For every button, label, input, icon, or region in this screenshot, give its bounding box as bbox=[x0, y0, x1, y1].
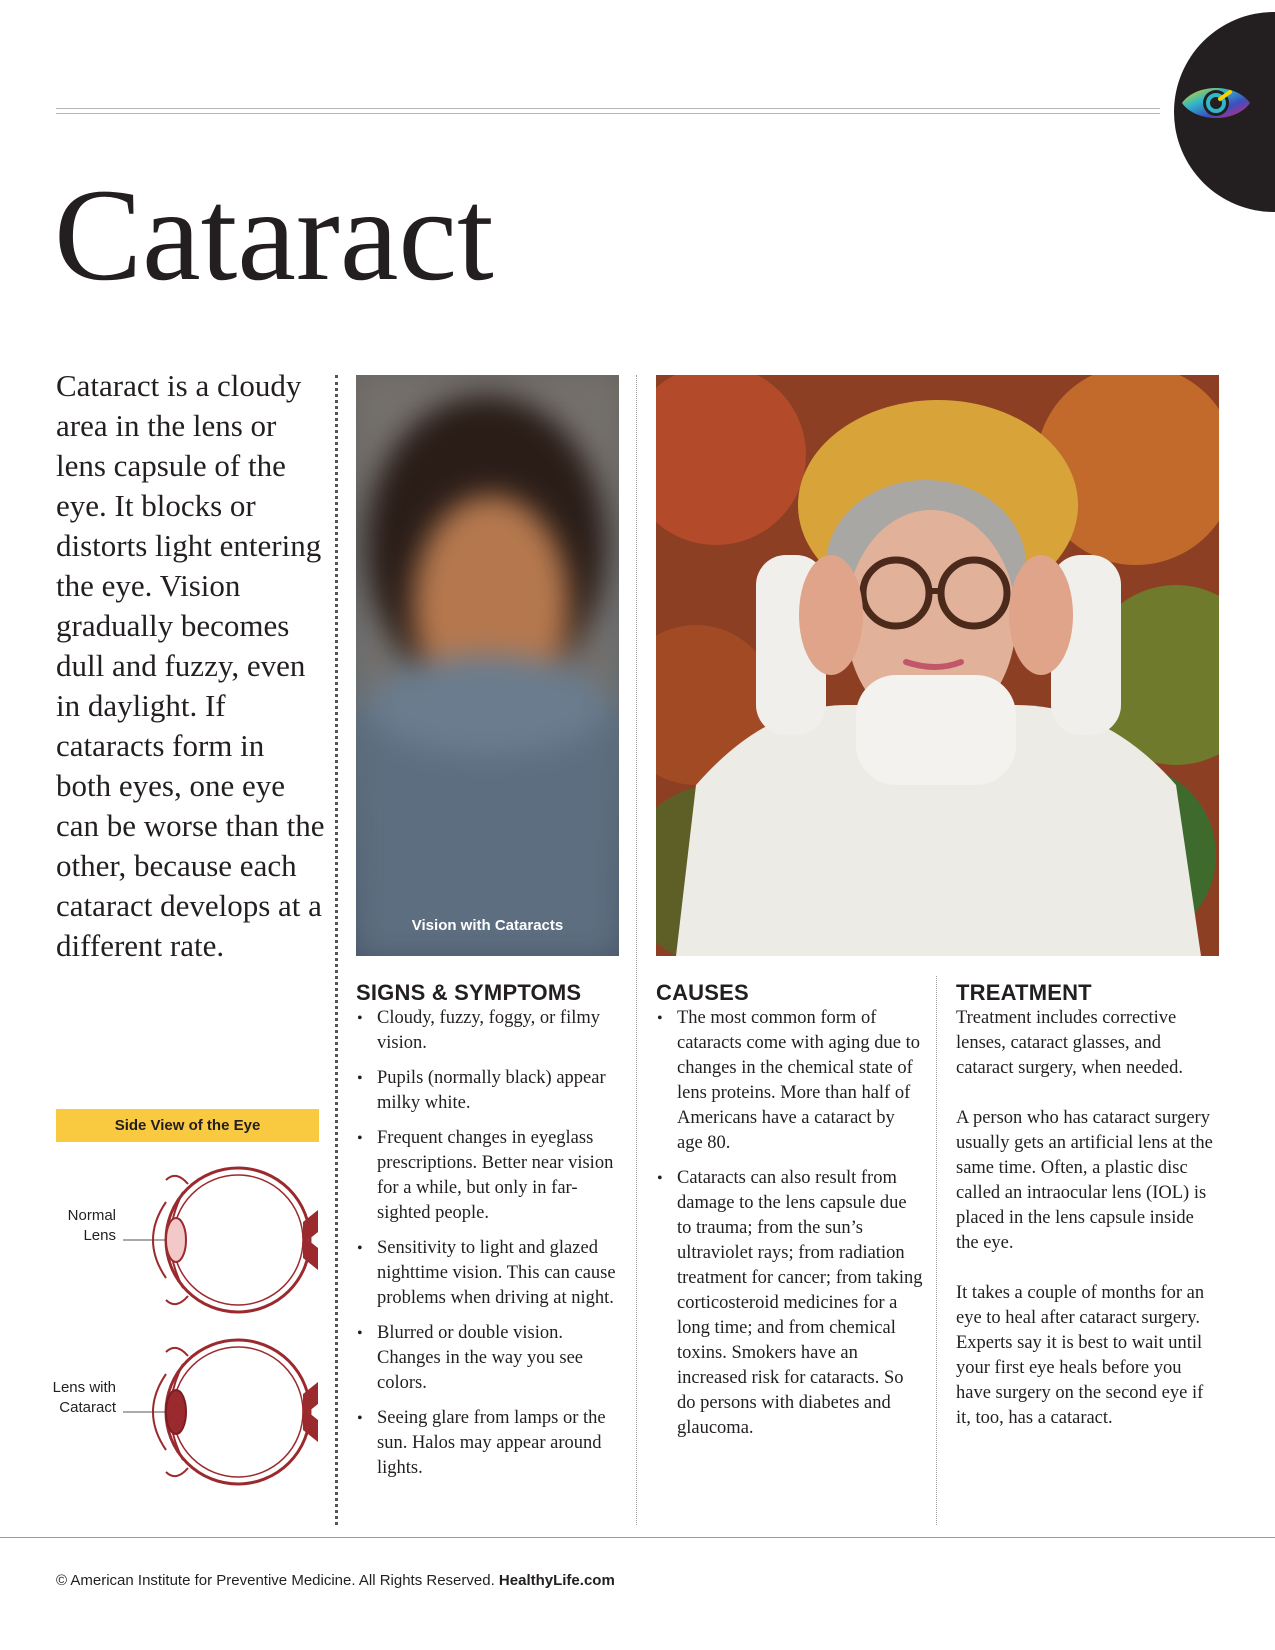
list-item: • Sensitivity to light and glazed nighttime vision. This can cause problems when driving at night. bbox=[356, 1236, 624, 1311]
blurred-vision-photo bbox=[356, 375, 619, 956]
column-divider-left bbox=[335, 375, 338, 1525]
eye-logo-icon bbox=[1180, 80, 1252, 126]
signs-heading: SIGNS & SYMPTOMS bbox=[356, 980, 582, 1005]
header-rule-top bbox=[56, 108, 1160, 109]
treatment-heading: TREATMENT bbox=[956, 980, 1092, 1005]
eye-diagram-heading: Side View of the Eye bbox=[56, 1109, 319, 1142]
list-item: • Cataracts can also result from damage to the lens capsule due to trauma; from the sun’s ultraviolet rays; from radiation treatment for cancer; from taking corticosteroid medicines for a long time; and from chemical toxins. Smokers have an increased risk for cataracts. So do persons with diabetes and glaucoma. bbox=[656, 1166, 924, 1441]
logo-badge bbox=[1174, 12, 1275, 212]
page-title: Cataract bbox=[54, 161, 494, 308]
list-item: • The most common form of cataracts come with aging due to changes in the chemical state of lens proteins. More than half of Americans have a cataract by age 80. bbox=[656, 1006, 924, 1156]
footer-rule bbox=[0, 1537, 1275, 1538]
header-rule-bottom bbox=[56, 113, 1160, 114]
normal-lens-label: Normal Lens bbox=[67, 1207, 116, 1244]
causes-heading: CAUSES bbox=[656, 980, 749, 1005]
footer-copyright: © American Institute for Preventive Medicine. All Rights Reserved. bbox=[56, 1572, 495, 1589]
photo-caption: Vision with Cataracts bbox=[411, 917, 564, 934]
signs-section bbox=[356, 980, 624, 1491]
treatment-paragraph: A person who has cataract surgery usually gets an artificial lens at the same time. Often, a plastic disc called an intraocular lens (IOL) is placed in the lens capsule inside the eye. bbox=[956, 1108, 1213, 1253]
list-item: • Blurred or double vision. Changes in the way you see colors. bbox=[356, 1321, 624, 1396]
cataract-lens-label: Lens with Cataract bbox=[52, 1379, 116, 1416]
treatment-paragraph: It takes a couple of months for an eye to heal after cataract surgery. Experts say it is best to wait until your first eye heals before you have surgery on the second eye if it, too, has a cataract. bbox=[956, 1283, 1205, 1428]
signs-list bbox=[356, 1006, 624, 1481]
column-divider-middle bbox=[636, 375, 637, 1525]
footer-site-link[interactable]: HealthyLife.com bbox=[498, 1572, 615, 1589]
causes-section bbox=[656, 980, 924, 1451]
treatment-section bbox=[956, 980, 1218, 1456]
footer bbox=[56, 1572, 615, 1589]
list-item: • Frequent changes in eyeglass prescriptions. Better near vision for a while, but only in far-sighted people. bbox=[356, 1126, 624, 1226]
causes-list bbox=[656, 1006, 924, 1441]
normal-eye-diagram bbox=[118, 1162, 328, 1322]
treatment-paragraph: Treatment includes corrective lenses, cataract glasses, and cataract surgery, when needed. bbox=[956, 1008, 1184, 1078]
list-item: • Pupils (normally black) appear milky white. bbox=[356, 1066, 624, 1116]
intro-text: Cataract is a cloudy area in the lens or lens capsule of the eye. It blocks or distorts light entering the eye. Vision gradually becomes dull and fuzzy, even in daylight. If cataracts form in both eyes, one eye can be worse than the other, because each cataract develops at a different rate. bbox=[56, 368, 325, 963]
column-divider-right bbox=[936, 976, 937, 1525]
list-item: • Seeing glare from lamps or the sun. Halos may appear around lights. bbox=[356, 1406, 624, 1481]
woman-with-glasses-photo bbox=[656, 375, 1219, 956]
cataract-eye-diagram bbox=[118, 1334, 328, 1494]
list-item: • Cloudy, fuzzy, foggy, or filmy vision. bbox=[356, 1006, 624, 1056]
